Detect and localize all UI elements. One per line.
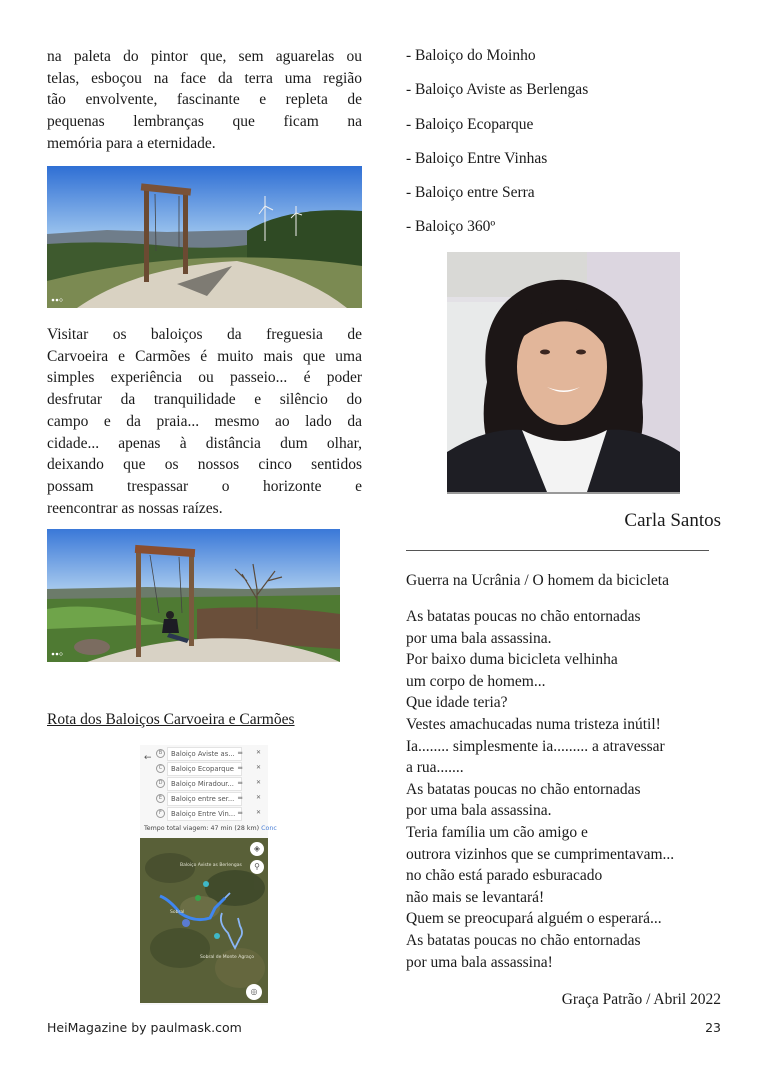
drag-handle-icon[interactable]: ═ [238, 779, 243, 787]
visit-line: simples experiência ou passeio... é poder [47, 369, 362, 387]
author-portrait [447, 252, 680, 494]
back-arrow-icon[interactable]: ← [144, 753, 152, 763]
route-stop[interactable] [140, 776, 268, 791]
intro-line: na paleta do pintor que, sem aguarelas ou [47, 48, 362, 65]
visit-line: Carvoeira e Carmões é muito mais que uma [47, 347, 362, 365]
visit-line: desfrutar da tranquilidade e silêncio do [47, 391, 362, 409]
poem-title: Guerra na Ucrânia / O homem da bicicleta [406, 572, 669, 589]
poem-line: As batatas poucas no chão entornadas [406, 931, 641, 949]
poem-line: outrora vizinhos que se cumprimentavam... [406, 845, 675, 863]
swing-wind-turbines-photo [47, 166, 362, 308]
poem-line: no chão está parado esburacado [406, 867, 603, 885]
layers-button[interactable]: ◈ [250, 842, 264, 856]
poem-line: Quem se preocupará alguém o esperará... [406, 910, 662, 928]
my-location-button[interactable]: ◎ [246, 984, 262, 1000]
map-pin-icon [203, 881, 209, 887]
swing-list-item: - Baloiço entre Serra [406, 184, 535, 202]
visit-line: deixando que os nossos cinco sentidos [47, 456, 362, 474]
swing-list-item: - Baloiço Ecoparque [406, 115, 534, 133]
drag-handle-icon[interactable]: ═ [238, 809, 243, 817]
poem-line: Por baixo duma bicicleta velhinha [406, 651, 618, 669]
person-on-swing-image [47, 529, 340, 662]
poem-line: Que idade teria? [406, 694, 508, 712]
stop-name[interactable]: Baloiço Ecoparque [167, 762, 242, 776]
map-pin-icon [182, 919, 190, 927]
route-stop[interactable] [140, 761, 268, 776]
portrait-image [447, 252, 680, 492]
visit-paragraph [47, 324, 362, 519]
route-summary [144, 825, 277, 832]
intro-line: memória para a eternidade. [47, 134, 216, 152]
stop-name[interactable]: Baloiço Miradour... [167, 777, 242, 791]
drag-handle-icon[interactable]: ═ [238, 794, 243, 802]
poem-line: por uma bala assassina. [406, 802, 552, 820]
remove-stop-icon[interactable]: ✕ [256, 749, 262, 756]
stop-name[interactable]: Baloiço entre ser... [167, 792, 242, 806]
swing-list-item: - Baloiço Entre Vinhas [406, 149, 548, 167]
swing-list [406, 46, 588, 252]
route-stop[interactable] [140, 806, 268, 821]
remove-stop-icon[interactable]: ✕ [256, 809, 262, 816]
remove-stop-icon[interactable]: ✕ [256, 764, 262, 771]
map-pin-icon [214, 933, 220, 939]
intro-paragraph [47, 46, 362, 155]
stop-marker: F [156, 809, 165, 818]
route-stop[interactable] [140, 791, 268, 806]
route-stop[interactable] [140, 746, 268, 761]
intro-line: tão envolvente, fascinante e repleta de [47, 91, 362, 109]
visit-line: campo e da praia... mesmo ao lado da [47, 412, 362, 430]
poem-line: um corpo de homem... [406, 672, 546, 690]
person-on-swing-photo [47, 529, 340, 662]
footer-publication: HeiMagazine by paulmask.com [47, 1020, 242, 1035]
visit-line: reencontrar as nossas raízes. [47, 499, 223, 517]
remove-stop-icon[interactable]: ✕ [256, 779, 262, 786]
done-link[interactable]: Conc [261, 825, 277, 832]
travel-distance: (28 km) [234, 825, 260, 832]
swing-list-item: - Baloiço Aviste as Berlengas [406, 81, 589, 99]
travel-time: Tempo total viagem: 47 min [144, 825, 233, 832]
poem-line: Ia........ simplesmente ia......... a atravessar [406, 737, 665, 755]
drag-handle-icon[interactable]: ═ [238, 749, 243, 757]
map-label: Baloiço Aviste as Berlengas [180, 863, 242, 868]
poem-signature: Graça Patrão / Abril 2022 [561, 991, 721, 1008]
map-label: Sobral [170, 910, 185, 915]
poem-line: por uma bala assassina. [406, 629, 552, 647]
swing-wind-turbines-image [47, 166, 362, 308]
poem-line: por uma bala assassina! [406, 953, 553, 971]
satellite-map-image [140, 838, 268, 1003]
intro-line: pequenas lembranças que ficam na [47, 113, 362, 131]
visit-line: cidade... apenas à distância dum olhar, [47, 434, 362, 452]
map-label: Sobral de Monte Agraço [200, 955, 255, 960]
stop-name[interactable]: Baloiço Entre Vin... [167, 807, 242, 821]
poem-line: não mais se levantará! [406, 888, 545, 906]
poem-line: Vestes amachucadas numa tristeza inútil! [406, 715, 661, 733]
stop-name[interactable]: Baloiço Aviste as... [167, 747, 242, 761]
author-name: Carla Santos [624, 510, 721, 531]
intro-line: telas, esboçou na face da terra uma região [47, 69, 362, 87]
swing-list-item: - Baloiço 360º [406, 218, 496, 236]
swing-list-item: - Baloiço do Moinho [406, 47, 536, 64]
route-map-screenshot [140, 745, 277, 1005]
page-number: 23 [705, 1020, 721, 1035]
poem-line: Teria família um cão amigo e [406, 823, 588, 841]
poem-line: As batatas poucas no chão entornadas [406, 780, 641, 798]
satellite-map[interactable] [140, 838, 268, 1003]
visit-line: Visitar os baloiços da freguesia de [47, 326, 362, 343]
stop-marker: D [156, 779, 165, 788]
drag-handle-icon[interactable]: ═ [238, 764, 243, 772]
poem-line: a rua....... [406, 759, 464, 777]
remove-stop-icon[interactable]: ✕ [256, 794, 262, 801]
stop-marker: B [156, 749, 165, 758]
map-pin-icon [195, 895, 201, 901]
poem [406, 606, 674, 973]
poem-line: As batatas poucas no chão entornadas [406, 608, 641, 625]
stop-marker: C [156, 764, 165, 773]
stop-marker: E [156, 794, 165, 803]
visit-line: possam trespassar o horizonte e [47, 477, 362, 495]
section-divider [406, 550, 709, 551]
search-map-icon[interactable]: ⚲ [250, 860, 264, 874]
route-title: Rota dos Baloiços Carvoeira e Carmões [47, 711, 295, 728]
